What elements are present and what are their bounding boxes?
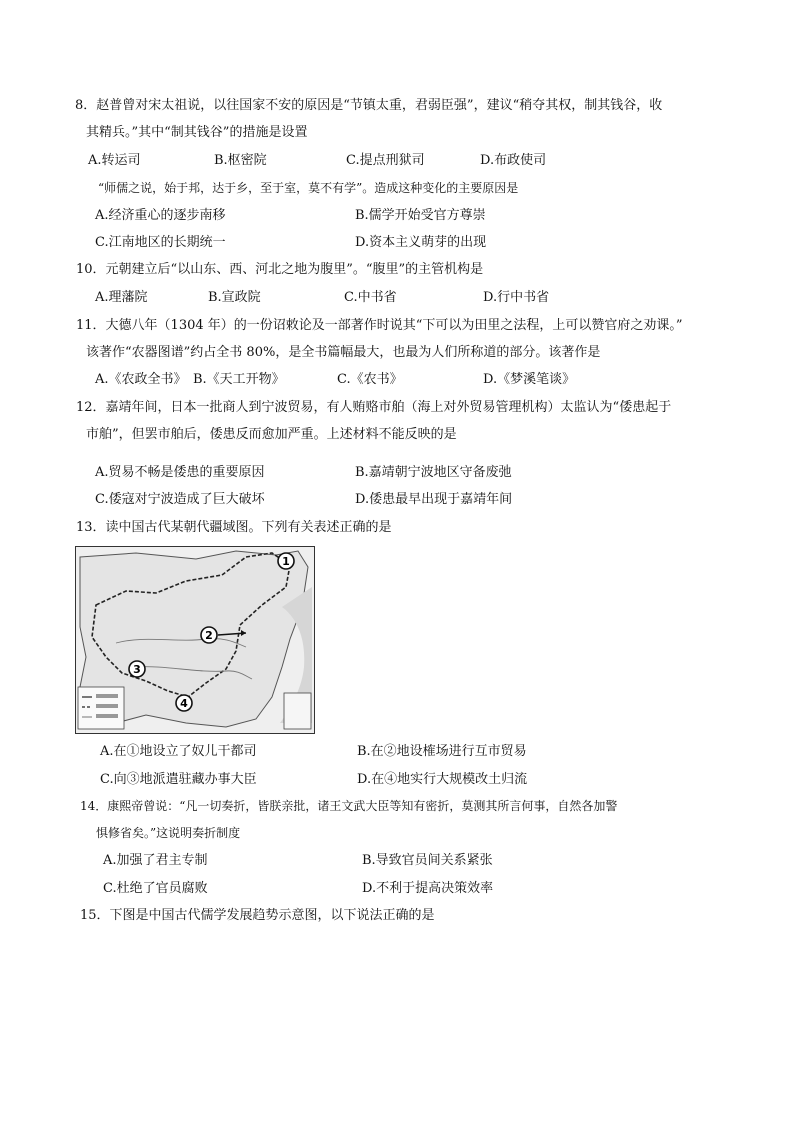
map-marker-3 [129,661,145,677]
map-figure [76,547,313,732]
legend-text-placeholder [96,694,118,698]
q14-option-d[interactable]: D.不利于提高决策效率 [362,881,494,896]
q11-option-d[interactable]: D.《梦溪笔谈》 [483,372,576,387]
q11-option-b[interactable]: B.《天工开物》 [193,372,285,387]
q13-option-a[interactable]: A.在①地设立了奴儿干都司 [100,744,257,759]
legend-text-placeholder [96,714,118,718]
svg-text:4: 4 [180,697,188,710]
q11-option-c[interactable]: C.《农书》 [337,372,403,387]
q12-option-a[interactable]: A.贸易不畅是倭患的重要原因 [95,465,265,480]
q14-stem-line1: 14．康熙帝曾说：“凡一切奏折，皆朕亲批，诸王文武大臣等知有密折，莫测其所言何事，自然各加警 [80,799,618,813]
q12-option-b[interactable]: B.嘉靖朝宁波地区守备废弛 [355,465,512,480]
dynasty-territory-map [75,546,315,734]
q14-option-a[interactable]: A.加强了君主专制 [103,853,208,868]
map-inset [284,693,311,729]
q12-stem-line2: 市舶”，但罢市舶后，倭患反而愈加严重。上述材料不能反映的是 [86,427,457,442]
q10-option-c[interactable]: C.中书省 [344,290,397,305]
q8-stem-line1: 8．赵普曾对宋太祖说，以往国家不安的原因是“节镇太重，君弱臣强”，建议“稍夺其权，制其钱谷，收 [75,98,663,113]
legend-text-placeholder [96,704,118,708]
q12-option-c[interactable]: C.倭寇对宁波造成了巨大破坏 [95,492,265,507]
q9-option-d[interactable]: D.资本主义萌芽的出现 [355,235,487,250]
q9-option-a[interactable]: A.经济重心的逐步南移 [95,208,226,223]
q9-option-b[interactable]: B.儒学开始受官方尊崇 [355,208,486,223]
svg-text:2: 2 [205,629,213,642]
q10-option-a[interactable]: A.理藩院 [95,290,148,305]
q12-option-d[interactable]: D.倭患最早出现于嘉靖年间 [355,492,513,507]
q10-option-d[interactable]: D.行中书省 [483,290,550,305]
q9-stem-line1: “师儒之说，始于邦，达于乡，至于室，莫不有学”。造成这种变化的主要原因是 [98,181,519,195]
q10-stem-line1: 10．元朝建立后“以山东、西、河北之地为腹里”。“腹里”的主管机构是 [76,262,484,277]
q13-option-b[interactable]: B.在②地设榷场进行互市贸易 [357,744,527,759]
q10-option-b[interactable]: B.宣政院 [208,290,261,305]
svg-text:3: 3 [133,663,141,676]
q13-option-d[interactable]: D.在④地实行大规模改土归流 [357,772,528,787]
q14-stem-line2: 惧修省矣。”这说明奏折制度 [96,826,241,840]
map-marker-1 [278,553,294,569]
q13-stem-line1: 13．读中国古代某朝代疆域图。下列有关表述正确的是 [76,520,392,535]
q8-option-a[interactable]: A.转运司 [88,153,141,168]
svg-text:1: 1 [282,555,290,568]
q13-option-c[interactable]: C.向③地派遣驻藏办事大臣 [100,772,257,787]
q8-option-b[interactable]: B.枢密院 [214,153,267,168]
q11-option-a[interactable]: A.《农政全书》 [95,372,187,387]
q8-stem-line2: 其精兵。”其中“制其钱谷”的措施是设置 [86,125,308,140]
q11-stem-line2: 该著作“农器图谱”约占全书 80%，是全书篇幅最大，也最为人们所称道的部分。该著作是 [86,345,601,360]
q14-option-c[interactable]: C.杜绝了官员腐败 [103,881,208,896]
q9-option-c[interactable]: C.江南地区的长期统一 [95,235,226,250]
q14-option-b[interactable]: B.导致官员间关系紧张 [362,853,493,868]
map-marker-4 [176,695,192,711]
q8-option-c[interactable]: C.提点刑狱司 [346,153,425,168]
q11-stem-line1: 11．大德八年（1304 年）的一份诏敕论及一部著作时说其“下可以为田里之法程，上可以赞官府之劝课。” [76,318,683,333]
q8-option-d[interactable]: D.布政使司 [480,153,547,168]
q15-stem-line1: 15．下图是中国古代儒学发展趋势示意图，以下说法正确的是 [80,908,435,923]
q12-stem-line1: 12．嘉靖年间，日本一批商人到宁波贸易，有人贿赂市舶（海上对外贸易管理机构）太监认为“倭患起于 [76,400,672,415]
map-marker-2 [201,627,217,643]
